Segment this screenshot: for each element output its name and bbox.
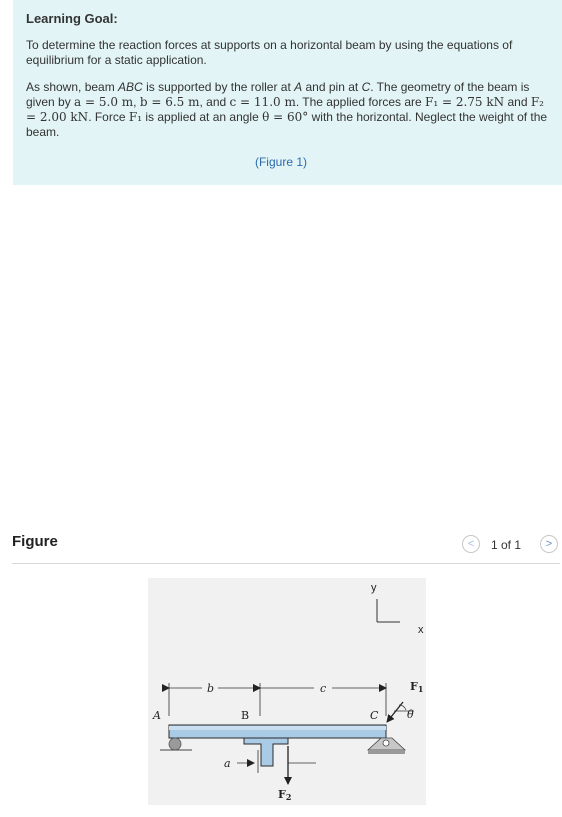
learning-goal-title: Learning Goal: — [26, 11, 118, 26]
chevron-right-icon: > — [545, 538, 553, 550]
value-f1: F₁ = 2.75 kN — [425, 95, 505, 109]
dimension-label-c: c — [320, 682, 327, 695]
value-a: a = 5.0 m — [74, 95, 134, 109]
label-point-A: A — [153, 709, 161, 722]
problem-statement: As shown, beam ABC is supported by the roller at A and pin at C. The geometry of the beam is given by a = 5.0 m, b = 6.5 m, and c = 11.0 m. The applied forces are F₁ = 2.75 kN and F₂ = 2.00 kN. Force F₁ is applied at an angle θ = 60° with the horizontal. Neglect the weight of the beam. — [26, 80, 548, 139]
figure-page-counter: 1 of 1 — [491, 538, 522, 552]
figure-heading: Figure — [12, 533, 58, 550]
dimension-label-a: a — [224, 757, 231, 770]
figure-divider — [12, 563, 560, 564]
learning-goal-description: To determine the reaction forces at supports on a horizontal beam by using the equations of equilibrium for a static application. — [26, 38, 513, 67]
beam-diagram — [148, 578, 426, 805]
value-f2: F₂ = 2.00 kN — [26, 95, 544, 124]
label-angle-theta: θ — [407, 708, 414, 721]
axis-label-y: y — [371, 582, 377, 594]
value-c: c = 11.0 m — [229, 95, 296, 109]
axis-label-x: x — [418, 624, 424, 636]
previous-figure-button[interactable] — [462, 535, 480, 553]
value-b: b = 6.5 m — [139, 95, 200, 109]
label-force-F1: F1 — [410, 680, 424, 694]
dimension-label-b: b — [207, 682, 215, 695]
label-point-B: B — [241, 709, 250, 722]
beam-name: ABC — [118, 80, 143, 94]
chevron-left-icon: < — [467, 538, 475, 550]
figure-background — [148, 578, 426, 805]
figure-link[interactable]: (Figure 1) — [254, 155, 307, 169]
value-theta: θ = 60° — [262, 110, 309, 124]
label-point-C: C — [370, 709, 379, 722]
next-figure-button[interactable] — [540, 535, 558, 553]
label-force-F2: F2 — [278, 788, 292, 802]
